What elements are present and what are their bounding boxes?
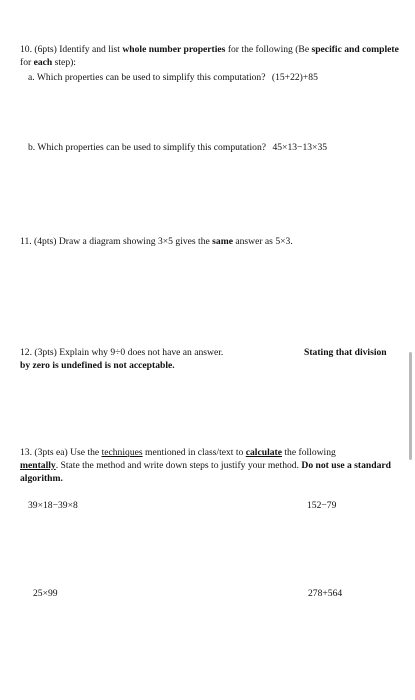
- question-number: 11.: [20, 236, 32, 247]
- question-text: answer as: [235, 236, 273, 247]
- question-emphasis: each: [33, 57, 53, 68]
- question-10a-expression: (15+22)+85: [271, 72, 318, 83]
- question-10: [20, 44, 398, 57]
- question-text: does not have an answer.: [127, 347, 224, 358]
- question-11: [20, 236, 398, 249]
- problem-13b: 152−79: [307, 500, 337, 511]
- question-underlined-emphasis: mentally: [20, 460, 56, 471]
- question-text: the following: [284, 447, 336, 458]
- question-text: for the following (Be: [227, 44, 310, 55]
- problem-13c: 25×99: [33, 588, 58, 599]
- question-10b-expression: 45×13−13×35: [272, 142, 328, 153]
- question-text: gives the: [175, 236, 210, 247]
- question-10-line-2: [20, 57, 398, 70]
- question-13-line-2: [20, 460, 398, 485]
- question-10-line-1: [20, 44, 398, 57]
- question-13: [20, 447, 398, 460]
- question-10b: [28, 142, 398, 155]
- question-number: 10.: [20, 44, 32, 55]
- question-points: (6pts): [34, 44, 57, 55]
- question-expression: 5×3: [275, 236, 291, 247]
- question-emphasis: Stating that division by zero is undefined is not acceptable.: [20, 347, 387, 371]
- question-expression: 9÷0: [110, 347, 126, 358]
- question-number: 12.: [20, 347, 32, 358]
- question-underlined: techniques: [101, 447, 143, 458]
- question-10a-text: a. Which properties can be used to simplify this computation?: [28, 72, 266, 83]
- question-emphasis: Do not use a standard algorithm.: [20, 460, 391, 484]
- question-emphasis: same: [212, 236, 233, 247]
- question-text: Draw a diagram showing: [58, 236, 156, 247]
- question-points: (4pts): [34, 236, 57, 247]
- question-text: Identify and list: [59, 44, 120, 55]
- question-emphasis: specific and complete: [311, 44, 399, 55]
- question-number: 13.: [20, 447, 32, 458]
- question-emphasis: whole number properties: [122, 44, 226, 55]
- question-text: for: [20, 57, 32, 68]
- question-text: . State the method and write down steps to justify your method.: [55, 460, 299, 471]
- question-text: Use the: [70, 447, 100, 458]
- question-text: Explain why: [59, 347, 108, 358]
- question-underlined-emphasis: calculate: [245, 447, 282, 458]
- question-points: (3pts): [34, 347, 57, 358]
- question-text: mentioned in class/text to: [145, 447, 244, 458]
- question-points: (3pts ea): [34, 447, 68, 458]
- problem-13a: 39×18−39×8: [28, 500, 78, 511]
- problem-13d: 278+564: [308, 588, 343, 599]
- question-10b-text: b. Which properties can be used to simplify this computation?: [28, 142, 267, 153]
- question-12-emphasis-wrap: [20, 347, 398, 372]
- question-text: .: [290, 236, 293, 247]
- vertical-scrollbar[interactable]: [409, 352, 412, 460]
- question-expression: 3×5: [157, 236, 173, 247]
- question-text: step):: [54, 57, 76, 68]
- question-10a: [28, 72, 398, 85]
